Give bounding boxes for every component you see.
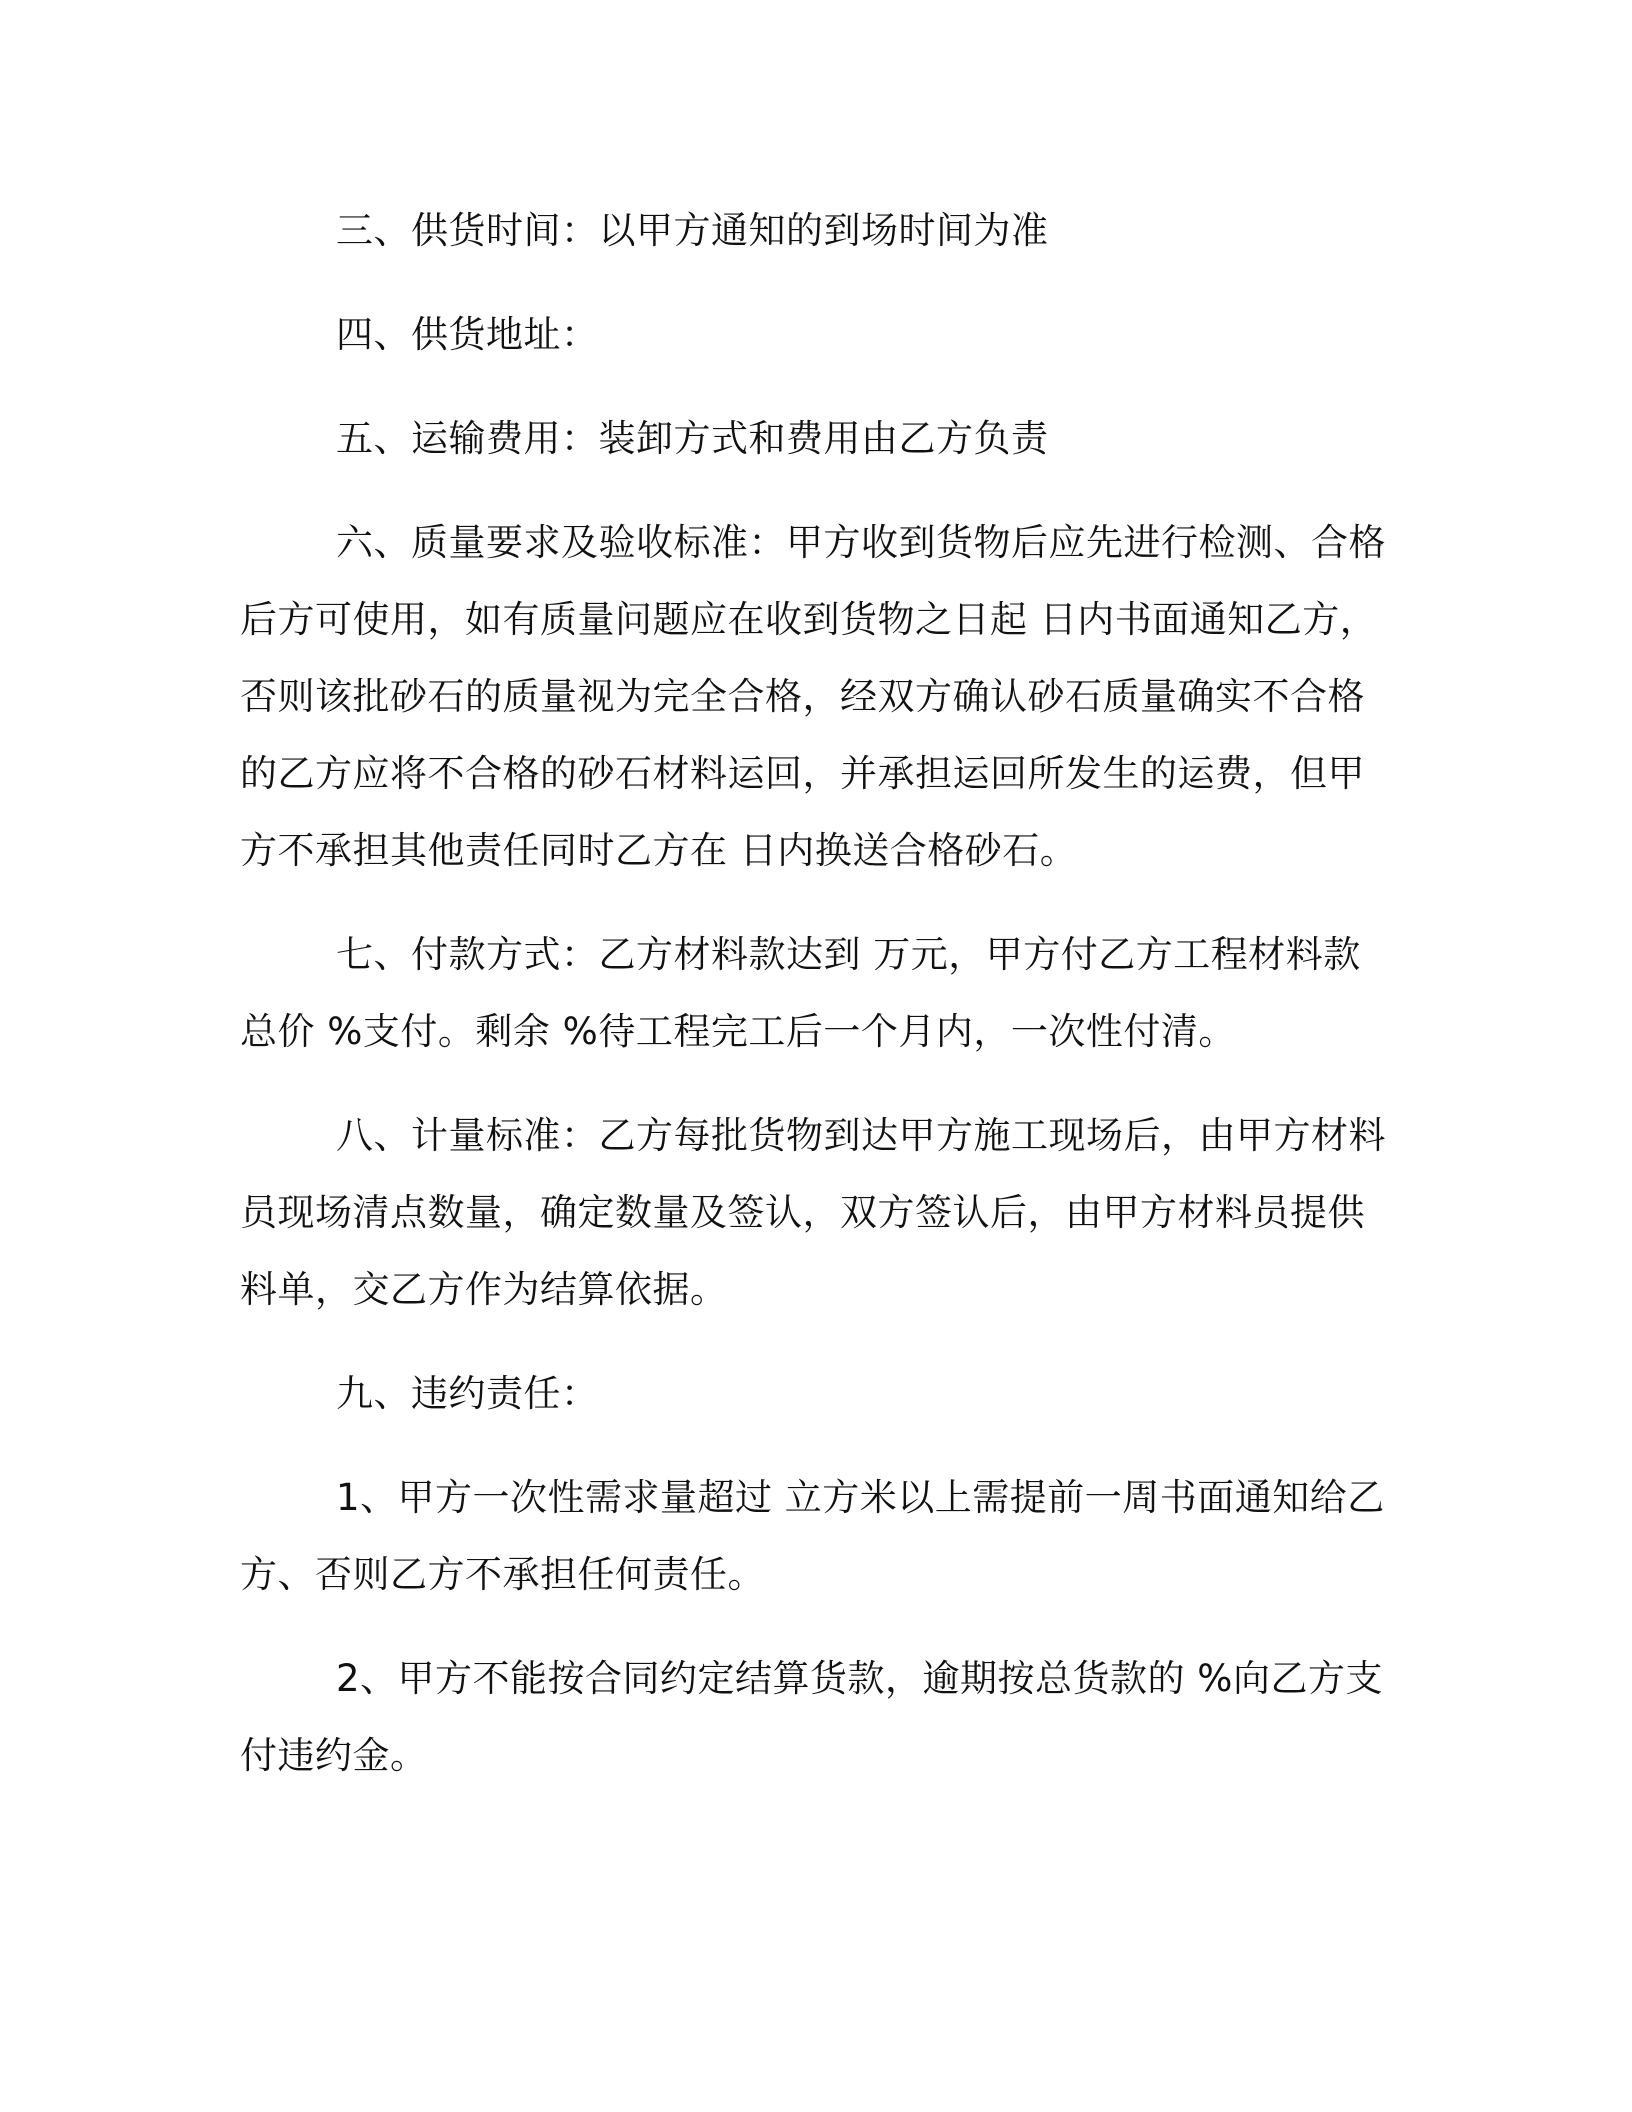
clause-supply-time: 三、供货时间：以甲方通知的到场时间为准	[336, 209, 1049, 252]
clause-quality-standard: 六、质量要求及验收标准：甲方收到货物后应先进行检测、合格后方可使用，如有质量问题应在收到货物之日起 日内书面通知乙方，否则该批砂石的质量视为完全合格，经双方确认砂石质量确实不合格的乙方应将不合格的砂石材料运回，并承担运回所发生的运费，但甲方不承担其他责任同时乙方在 日内换送合格砂石。	[240, 521, 1386, 872]
document-body	[240, 192, 1390, 1794]
clause-transport-fee: 五、运输费用：装卸方式和费用由乙方负责	[336, 417, 1049, 460]
breach-item-2: 2、甲方不能按合同约定结算货款，逾期按总货款的 %向乙方支付违约金。	[240, 1657, 1383, 1777]
clause-breach-liability: 九、违约责任：	[336, 1372, 599, 1415]
clause-measurement-standard: 八、计量标准：乙方每批货物到达甲方施工现场后，由甲方材料员现场清点数量，确定数量及签认，双方签认后，由甲方材料员提供料单，交乙方作为结算依据。	[240, 1114, 1386, 1311]
breach-item-1: 1、甲方一次性需求量超过 立方米以上需提前一周书面通知给乙方、否则乙方不承担任何责任。	[240, 1476, 1385, 1596]
clause-supply-address: 四、供货地址：	[336, 313, 599, 356]
clause-payment-method: 七、付款方式：乙方材料款达到 万元，甲方付乙方工程材料款总价 %支付。剩余 %待工程完工后一个月内，一次性付清。	[240, 933, 1361, 1053]
